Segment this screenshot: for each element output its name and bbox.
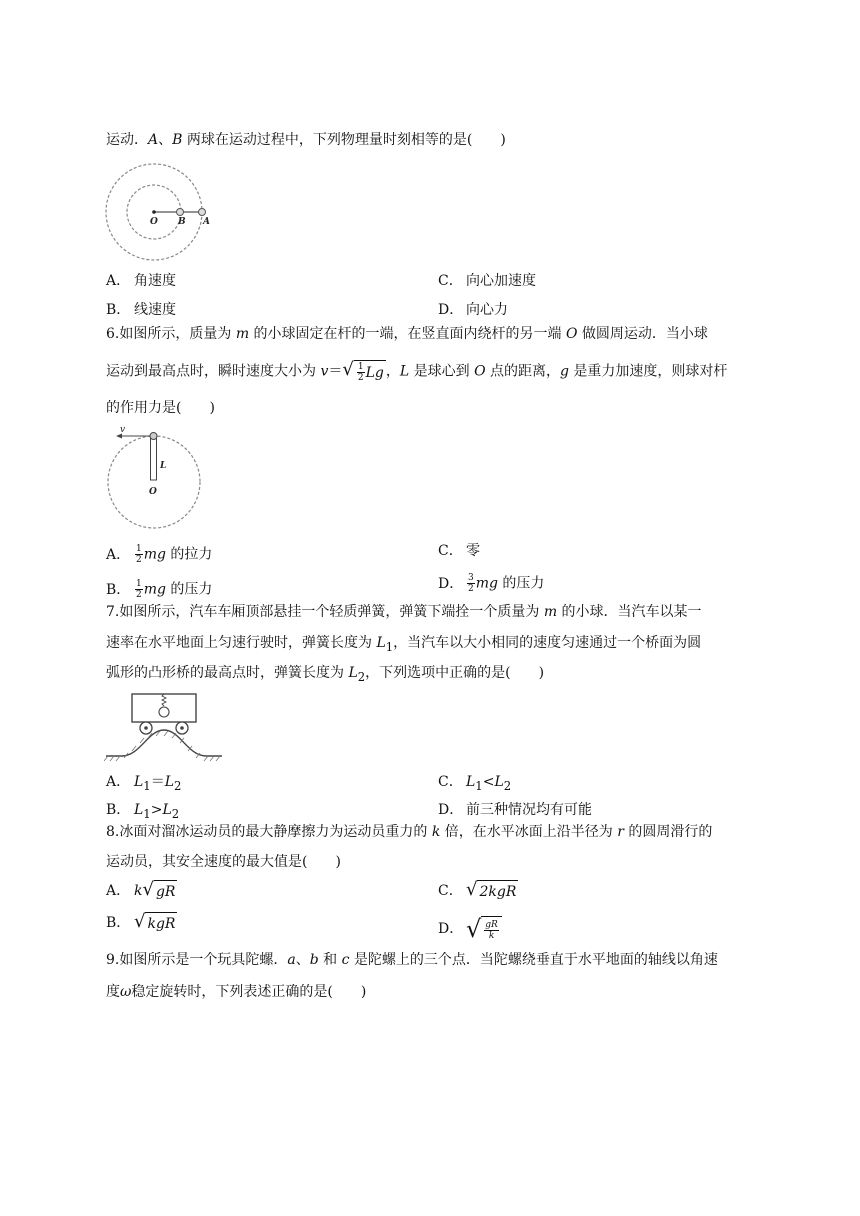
q7-option-b[interactable]: B． $L_1>L_2$	[106, 802, 180, 821]
q8-stem-line-2: 运动员，其安全速度的最大值是( )	[106, 854, 341, 870]
ball	[159, 707, 169, 717]
label-o: O	[150, 217, 158, 227]
q6-option-d[interactable]: D． $\frac{3}{2}$ mg 的压力	[438, 573, 545, 594]
q8-option-d[interactable]: D． √ $\frac{gR}{k}$	[438, 916, 502, 942]
q7-stem-line-3: 弧形的凸形桥的最高点时，弹簧长度为 $L_2$，下列选项中正确的是( )	[106, 665, 545, 684]
ball-b	[177, 209, 184, 216]
q9-stem-line-1: 9.如图所示是一个玩具陀螺．a、b 和 c 是陀螺上的三个点．当陀螺绕垂直于水平地面的轴线以角速	[106, 952, 718, 968]
q5-option-b[interactable]: B． 线速度	[106, 302, 176, 318]
ball	[150, 433, 157, 440]
q6-figure-rod-circle	[104, 424, 204, 534]
q6-stem-line-1: 6.如图所示，质量为 m 的小球固定在杆的一端，在竖直面内绕杆的另一端 O 做圆周运动．当小球	[106, 326, 708, 342]
q6-stem-line-2: 运动到最高点时，瞬时速度大小为 v＝ √ $\frac{1}{2}$ Lg ，L 是球心到 O 点的距离，g 是重力加速度，则球对杆	[106, 359, 728, 383]
q6-sqrt: √ $\frac{1}{2}$ Lg	[342, 359, 384, 383]
wheel-left-hub	[144, 726, 148, 730]
q7-stem-line-2: 速率在水平地面上匀速行驶时，弹簧长度为 $L_1$，当汽车以大小相同的速度匀速通过一个桥面为圆	[106, 635, 702, 654]
q5-option-a[interactable]: A． 角速度	[106, 273, 176, 289]
q7-option-d[interactable]: D． 前三种情况均有可能	[438, 802, 592, 818]
ball-a	[199, 209, 206, 216]
bridge-curve	[106, 730, 222, 756]
q6-stem-line-3: 的作用力是( )	[106, 400, 215, 416]
q6-option-a[interactable]: A． $\frac{1}{2}$ mg 的拉力	[106, 544, 213, 565]
q5-option-c[interactable]: C． 向心加速度	[438, 273, 536, 289]
q6-option-c[interactable]: C． 零	[438, 543, 480, 559]
wheel-right-hub	[180, 726, 184, 730]
q5-option-d[interactable]: D． 向心力	[438, 302, 508, 318]
label-b: B	[178, 217, 186, 227]
q8-option-c[interactable]: C． √ 2kgR	[438, 879, 517, 900]
q8-option-b[interactable]: B． √ kgR	[106, 911, 176, 932]
q7-stem-line-1: 7.如图所示，汽车车厢顶部悬挂一个轻质弹簧，弹簧下端拴一个质量为 m 的小球．当汽车以某一	[106, 604, 702, 620]
q8-stem-line-1: 8.冰面对溜冰运动员的最大静摩擦力为运动员重力的 k 倍，在水平冰面上沿半径为 r 的圆周滑行的	[106, 824, 713, 840]
label-l: L	[160, 461, 167, 471]
rod	[151, 436, 157, 480]
q6-option-b[interactable]: B． $\frac{1}{2}$ mg 的压力	[106, 579, 213, 600]
q8-option-a[interactable]: A． k √ gR	[106, 879, 176, 900]
q7-option-a[interactable]: A． $L_1=L_2$	[106, 774, 182, 793]
q7-option-c[interactable]: C． $L_1<L_2$	[438, 774, 512, 793]
label-v: v	[120, 425, 126, 435]
q7-figure-car-on-bridge	[104, 690, 226, 762]
q5-stem: 运动．A、B 两球在运动过程中，下列物理量时刻相等的是( )	[106, 132, 506, 148]
label-o: O	[149, 487, 157, 497]
center-point	[152, 210, 156, 214]
q9-stem-line-2: 度ω稳定旋转时，下列表述正确的是( )	[106, 984, 367, 1000]
q5-figure-concentric-circles	[104, 160, 214, 265]
label-a: A	[203, 217, 210, 227]
